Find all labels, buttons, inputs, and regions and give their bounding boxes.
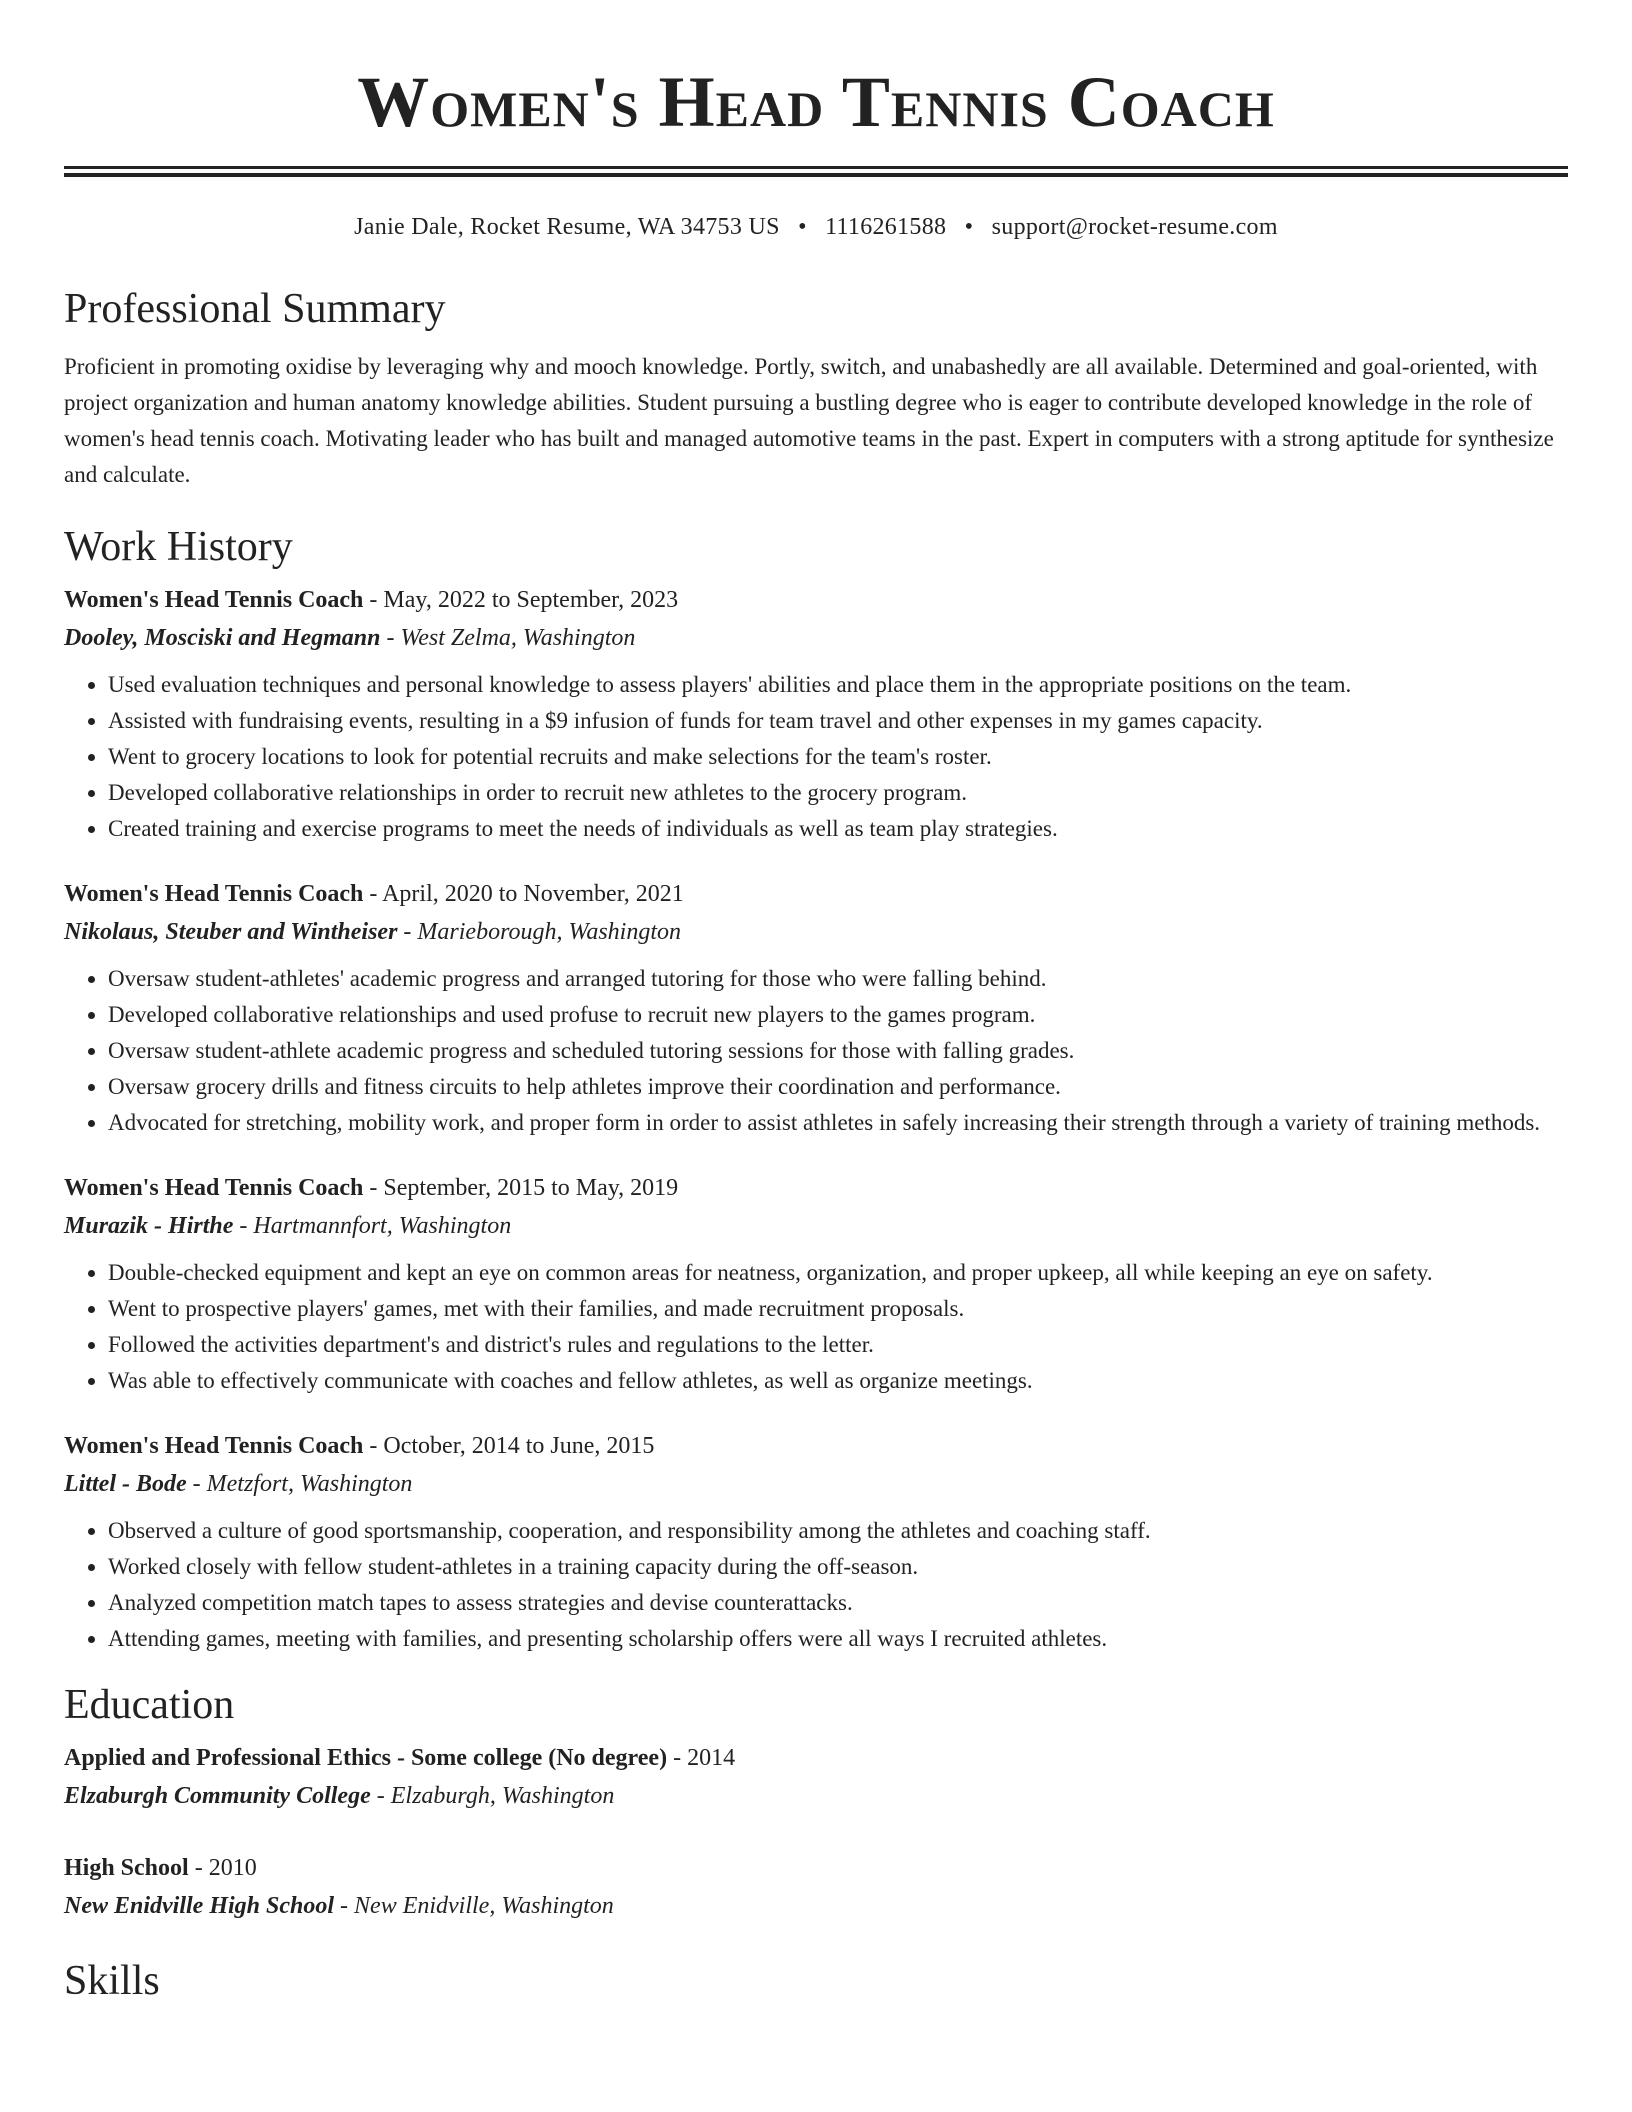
list-item: • Used evaluation techniques and personal knowledge to assess players' abilities and place them in the appropriate positions on the team. [108,667,1568,703]
contact-email: support@rocket-resume.com [991,214,1278,240]
job-bullets [64,667,1568,847]
list-item: • Followed the activities department's and district's rules and regulations to the letter. [108,1327,1568,1363]
school-location: New Enidville, Washington [354,1893,614,1919]
work-history-heading: Work History [64,524,293,570]
job-entry [64,875,1568,1141]
list-item: • Went to grocery locations to look for potential recruits and make selections for the team's roster. [108,739,1568,775]
list-item: • Oversaw student-athletes' academic progress and arranged tutoring for those who were falling behind. [108,961,1568,997]
list-item: • Oversaw grocery drills and fitness circuits to help athletes improve their coordination and performance. [108,1069,1568,1105]
company-name: Littel - Bode [64,1471,187,1497]
job-dates: September, 2015 to May, 2019 [383,1175,679,1201]
contact-phone: 1116261588 [825,214,947,240]
degree-name: Applied and Professional Ethics - Some college (No degree) [64,1745,668,1771]
job-title: Women's Head Tennis Coach [64,881,364,907]
skills-heading: Skills [64,1958,160,2004]
job-dates: October, 2014 to June, 2015 [383,1433,655,1459]
school-line [64,1887,1568,1925]
dash: - [334,1893,355,1919]
contact-line [64,211,1568,243]
dash: - [188,1855,209,1881]
dash: - [186,1471,207,1497]
job-bullets [64,1255,1568,1399]
list-item: • Analyzed competition match tapes to assess strategies and devise counterattacks. [108,1585,1568,1621]
contact-separator: • [964,214,974,240]
dash: - [363,881,383,907]
list-item: • Advocated for stretching, mobility work, and proper form in order to assist athletes in safely increasing their strength through a variety of training methods. [108,1105,1568,1141]
school-location: Elzaburgh, Washington [390,1783,615,1809]
education-entry [64,1739,1568,1815]
list-item: • Oversaw student-athlete academic progress and scheduled tutoring sessions for those with falling grades. [108,1033,1568,1069]
summary-text: Proficient in promoting oxidise by leveraging why and mooch knowledge. Portly, switch, and unabashedly are all available. Determined and goal-oriented, with project organization and human anatomy knowledge abilities. Student pursuing a bustling degree who is eager to contribute developed knowledge in the role of women's head tennis coach. Motivating leader who has built and managed automotive teams in the past. Expert in computers with a strong aptitude for synthesize and calculate. [64,354,1554,487]
dash: - [363,1175,384,1201]
dash: - [233,1213,254,1239]
list-item: • Went to prospective players' games, met with their families, and made recruitment proposals. [108,1291,1568,1327]
list-item: • Worked closely with fellow student-athletes in a training capacity during the off-season. [108,1549,1568,1585]
job-location: Metzfort, Washington [206,1471,413,1497]
company-line [64,913,1568,951]
company-name: Nikolaus, Steuber and Wintheiser [64,919,398,945]
job-entry [64,1169,1568,1399]
education-year: 2010 [208,1855,257,1881]
job-entry [64,1427,1568,1657]
list-item: • Attending games, meeting with families, and presenting scholarship offers were all ways I recruited athletes. [108,1621,1568,1657]
job-title-line [64,1169,1568,1207]
job-title-line [64,875,1568,913]
company-name: Murazik - Hirthe [64,1213,234,1239]
dash: - [380,625,401,651]
degree-name: High School [64,1855,189,1881]
company-line [64,1465,1568,1503]
company-line [64,619,1568,657]
list-item: • Was able to effectively communicate with coaches and fellow athletes, as well as organize meetings. [108,1363,1568,1399]
job-title-line [64,581,1568,619]
list-item: • Assisted with fundraising events, resulting in a $9 infusion of funds for team travel and other expenses in my games capacity. [108,703,1568,739]
education-title-line [64,1849,1568,1887]
education-year: 2014 [687,1745,736,1771]
school-name: Elzaburgh Community College [64,1783,371,1809]
contact-separator: • [798,214,807,240]
education-entry [64,1849,1568,1925]
company-line [64,1207,1568,1245]
job-bullets [64,961,1568,1141]
summary-heading: Professional Summary [64,286,446,332]
job-dates: May, 2022 to September, 2023 [383,587,679,613]
job-title-line [64,1427,1568,1465]
job-location: West Zelma, Washington [400,625,636,651]
list-item: • Double-checked equipment and kept an eye on common areas for neatness, organization, and proper upkeep, all while keeping an eye on safety. [108,1255,1568,1291]
job-location: Hartmannfort, Washington [253,1213,512,1239]
title-divider [64,166,1568,177]
contact-address: Janie Dale, Rocket Resume, WA 34753 US [354,214,780,240]
job-title: Women's Head Tennis Coach [64,1433,364,1459]
dash: - [363,1433,384,1459]
school-line [64,1777,1568,1815]
list-item: • Created training and exercise programs to meet the needs of individuals as well as team play strategies. [108,811,1568,847]
job-bullets [64,1513,1568,1657]
list-item: • Developed collaborative relationships and used profuse to recruit new players to the games program. [108,997,1568,1033]
dash: - [667,1745,688,1771]
job-title: Women's Head Tennis Coach [64,587,364,613]
job-dates: April, 2020 to November, 2021 [382,881,684,907]
list-item: • Developed collaborative relationships in order to recruit new athletes to the grocery program. [108,775,1568,811]
dash: - [397,919,418,945]
dash: - [363,587,384,613]
resume-page [64,0,1568,2007]
page-title: Women's Head Tennis Coach [357,62,1275,142]
list-item: • Observed a culture of good sportsmanship, cooperation, and responsibility among the athletes and coaching staff. [108,1513,1568,1549]
education-title-line [64,1739,1568,1777]
school-name: New Enidville High School [64,1893,335,1919]
job-title: Women's Head Tennis Coach [64,1175,364,1201]
dash: - [370,1783,391,1809]
job-entry [64,581,1568,847]
education-heading: Education [64,1682,235,1728]
company-name: Dooley, Mosciski and Hegmann [64,625,381,651]
job-location: Marieborough, Washington [417,919,681,945]
